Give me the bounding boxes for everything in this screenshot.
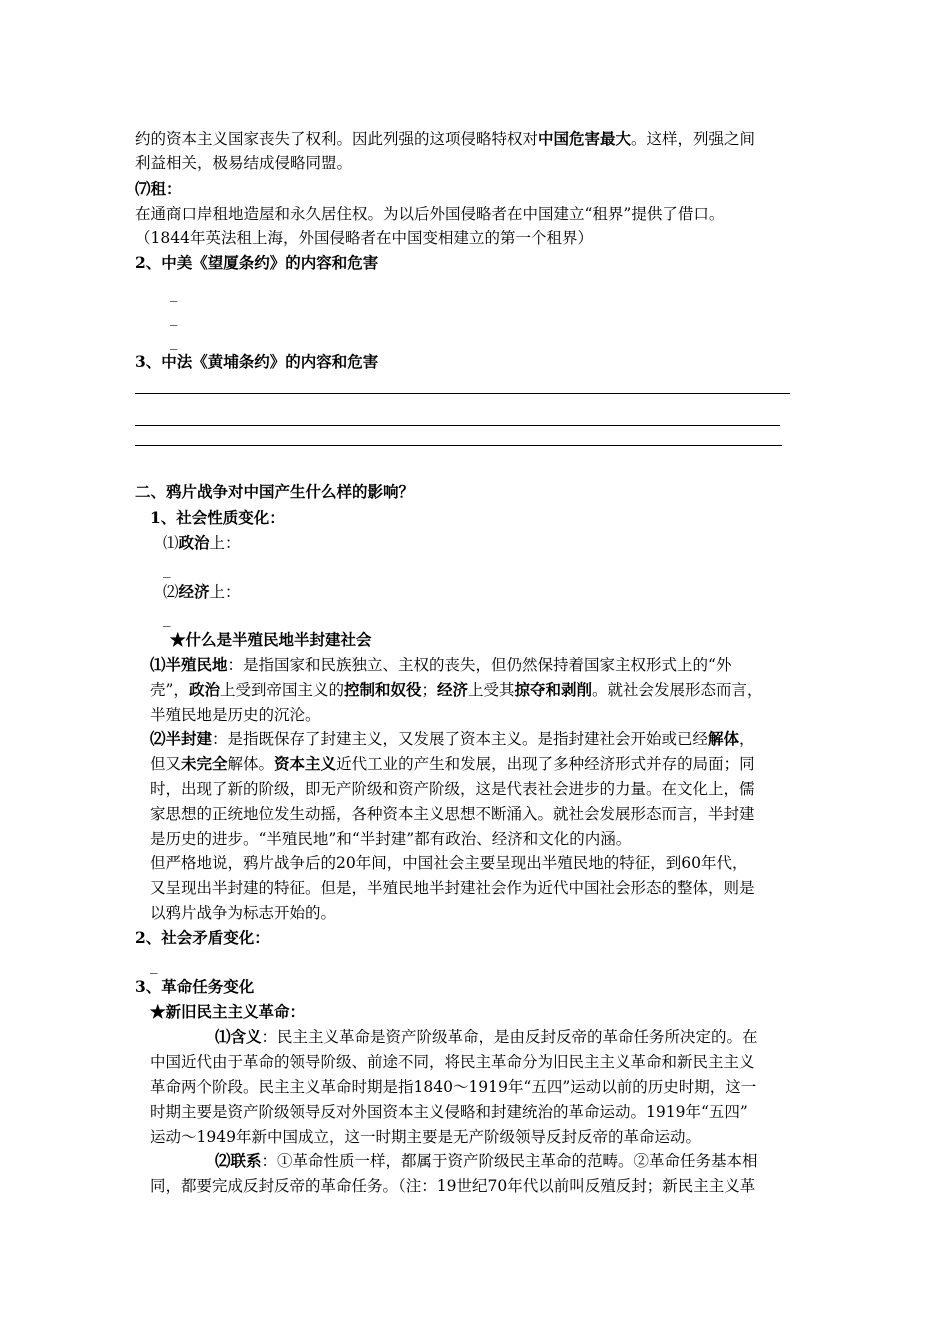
paragraph-line: 家思想的正统地位发生动摇，各种资本主义思想不断涌入。就社会发展形态而言，半封建 [150, 805, 755, 823]
bold-text: 未完全 [181, 754, 228, 773]
paragraph-line [150, 653, 731, 677]
text: 解体。 [227, 755, 275, 773]
item-economy [163, 580, 241, 604]
part-two-heading: 二、鸦片战争对中国产生什么样的影响？ [135, 482, 415, 501]
text: 约的资本主义国家丧失了权利。因此列强的这项侵略特权对 [135, 130, 539, 148]
bold-text: 中国危害最大 [538, 129, 632, 148]
paragraph-line: 是历史的进步。“半殖民地”和“半封建”都有政治、经济和文化的内涵。 [150, 830, 632, 848]
text: 壳”， [150, 681, 189, 699]
text: 近代工业的产生和发展，出现了多种经济形式并存的局面；同 [336, 755, 755, 773]
blank-line: _ [170, 308, 178, 326]
text: ⑵ [163, 583, 179, 601]
paragraph-line: 时期主要是资产阶级领导反对外国资本主义侵略和封建统治的革命运动。1919年“五四” [150, 1103, 748, 1121]
paragraph-line: 中国近代由于革命的领导阶级、前途不同，将民主革命分为旧民主主义革命和新民主主义 [150, 1053, 755, 1071]
paragraph-line [150, 727, 755, 751]
blank-line: _ [163, 609, 171, 627]
bold-text: 政治 [178, 533, 210, 552]
text: 上： [209, 583, 241, 601]
paragraph-line: 利益相关，极易结成侵略同盟。 [135, 154, 353, 172]
subsection-heading: 3、革命任务变化 [135, 977, 255, 996]
paragraph-line: 运动～1949年新中国成立，这一时期主要是无产阶级领导反封反帝的革命运动。 [150, 1128, 701, 1146]
text: ； [421, 681, 437, 699]
text: ：是指既保存了封建主义，又发展了资本主义。是指封建社会开始或已经 [212, 730, 709, 748]
paragraph-line: 时，出现了新的阶级，即无产阶级和资产阶级，这是代表社会进步的力量。在文化上，儒 [150, 780, 755, 798]
item-politics [163, 531, 241, 555]
paragraph-line: 在通商口岸租地造屋和永久居住权。为以后外国侵略者在中国建立“租界”提供了借口。 [135, 205, 725, 223]
text: 但又 [150, 755, 182, 773]
text: 上： [209, 534, 241, 552]
section-heading-huangpu: 3、中法《黄埔条约》的内容和危害 [135, 352, 379, 371]
text: ：民主主义革命是资产阶级革命，是由反封反帝的革命任务所决定的。在 [261, 1028, 758, 1046]
paragraph-line: （1844年英法租上海，外国侵略者在中国变相建立的第一个租界） [135, 229, 593, 247]
paragraph-line [215, 1149, 758, 1173]
paragraph-line: 半殖民地是历史的沉沦。 [150, 706, 321, 724]
section-heading-wangxia: 2、中美《望厦条约》的内容和危害 [135, 253, 379, 272]
bold-text: ⑵联系 [215, 1151, 262, 1170]
text: ， [739, 730, 755, 748]
star-heading: ★什么是半殖民地半封建社会 [170, 630, 372, 649]
paragraph-line: 但严格地说，鸦片战争后的20年间，中国社会主要呈现出半殖民地的特征，到60年代， [150, 854, 748, 872]
blank-line: _ [170, 332, 178, 350]
answer-rule [135, 425, 780, 426]
bold-text: 掠夺和剥削 [514, 680, 593, 699]
answer-rule [135, 445, 782, 446]
text: 上受其 [468, 681, 515, 699]
text: 。就社会发展形态而言， [592, 681, 763, 699]
bold-text: 政治 [188, 680, 220, 699]
answer-rule [135, 393, 790, 394]
bold-text: 经济 [178, 582, 210, 601]
subsection-heading: 2、社会矛盾变化： [135, 928, 270, 947]
paragraph-line: 又呈现出半封建的特征。但是，半殖民地半封建社会作为近代中国社会形态的整体，则是 [150, 879, 755, 897]
section-heading-zu: ⑺租： [135, 179, 182, 198]
bold-text: 解体 [708, 729, 740, 748]
paragraph-line [135, 127, 755, 151]
paragraph-line [150, 678, 763, 702]
bold-text: 经济 [437, 680, 469, 699]
bold-text: ⑴含义 [215, 1027, 262, 1046]
paragraph-line [150, 752, 755, 776]
text: 。这样，列强之间 [631, 130, 756, 148]
blank-line: _ [170, 284, 178, 302]
paragraph-line: 革命两个阶段。民主主义革命时期是指1840～1919年“五四”运动以前的历史时期，这一 [150, 1078, 757, 1096]
paragraph-line: 同，都要完成反封反帝的革命任务。（注：19世纪70年代以前叫反殖反封；新民主主义革 [150, 1177, 756, 1195]
text: ：是指国家和民族独立、主权的丧失，但仍然保持着国家主权形式上的“外 [227, 656, 732, 674]
text: ⑴ [163, 534, 179, 552]
blank-line: _ [150, 956, 158, 974]
text: ：①革命性质一样，都属于资产阶级民主革命的范畴。②革命任务基本相 [261, 1152, 758, 1170]
bold-text: ⑵半封建 [150, 729, 213, 748]
bold-text: ⑴半殖民地 [150, 655, 228, 674]
paragraph-line: 以鸦片战争为标志开始的。 [150, 904, 337, 922]
blank-line: _ [163, 560, 171, 578]
subsection-heading: 1、社会性质变化： [150, 508, 285, 527]
bold-text: 控制和奴役 [343, 680, 422, 699]
bold-text: 资本主义 [274, 754, 337, 773]
text: 上受到帝国主义的 [219, 681, 344, 699]
star-heading: ★新旧民主主义革命： [150, 1002, 306, 1021]
paragraph-line [215, 1025, 758, 1049]
